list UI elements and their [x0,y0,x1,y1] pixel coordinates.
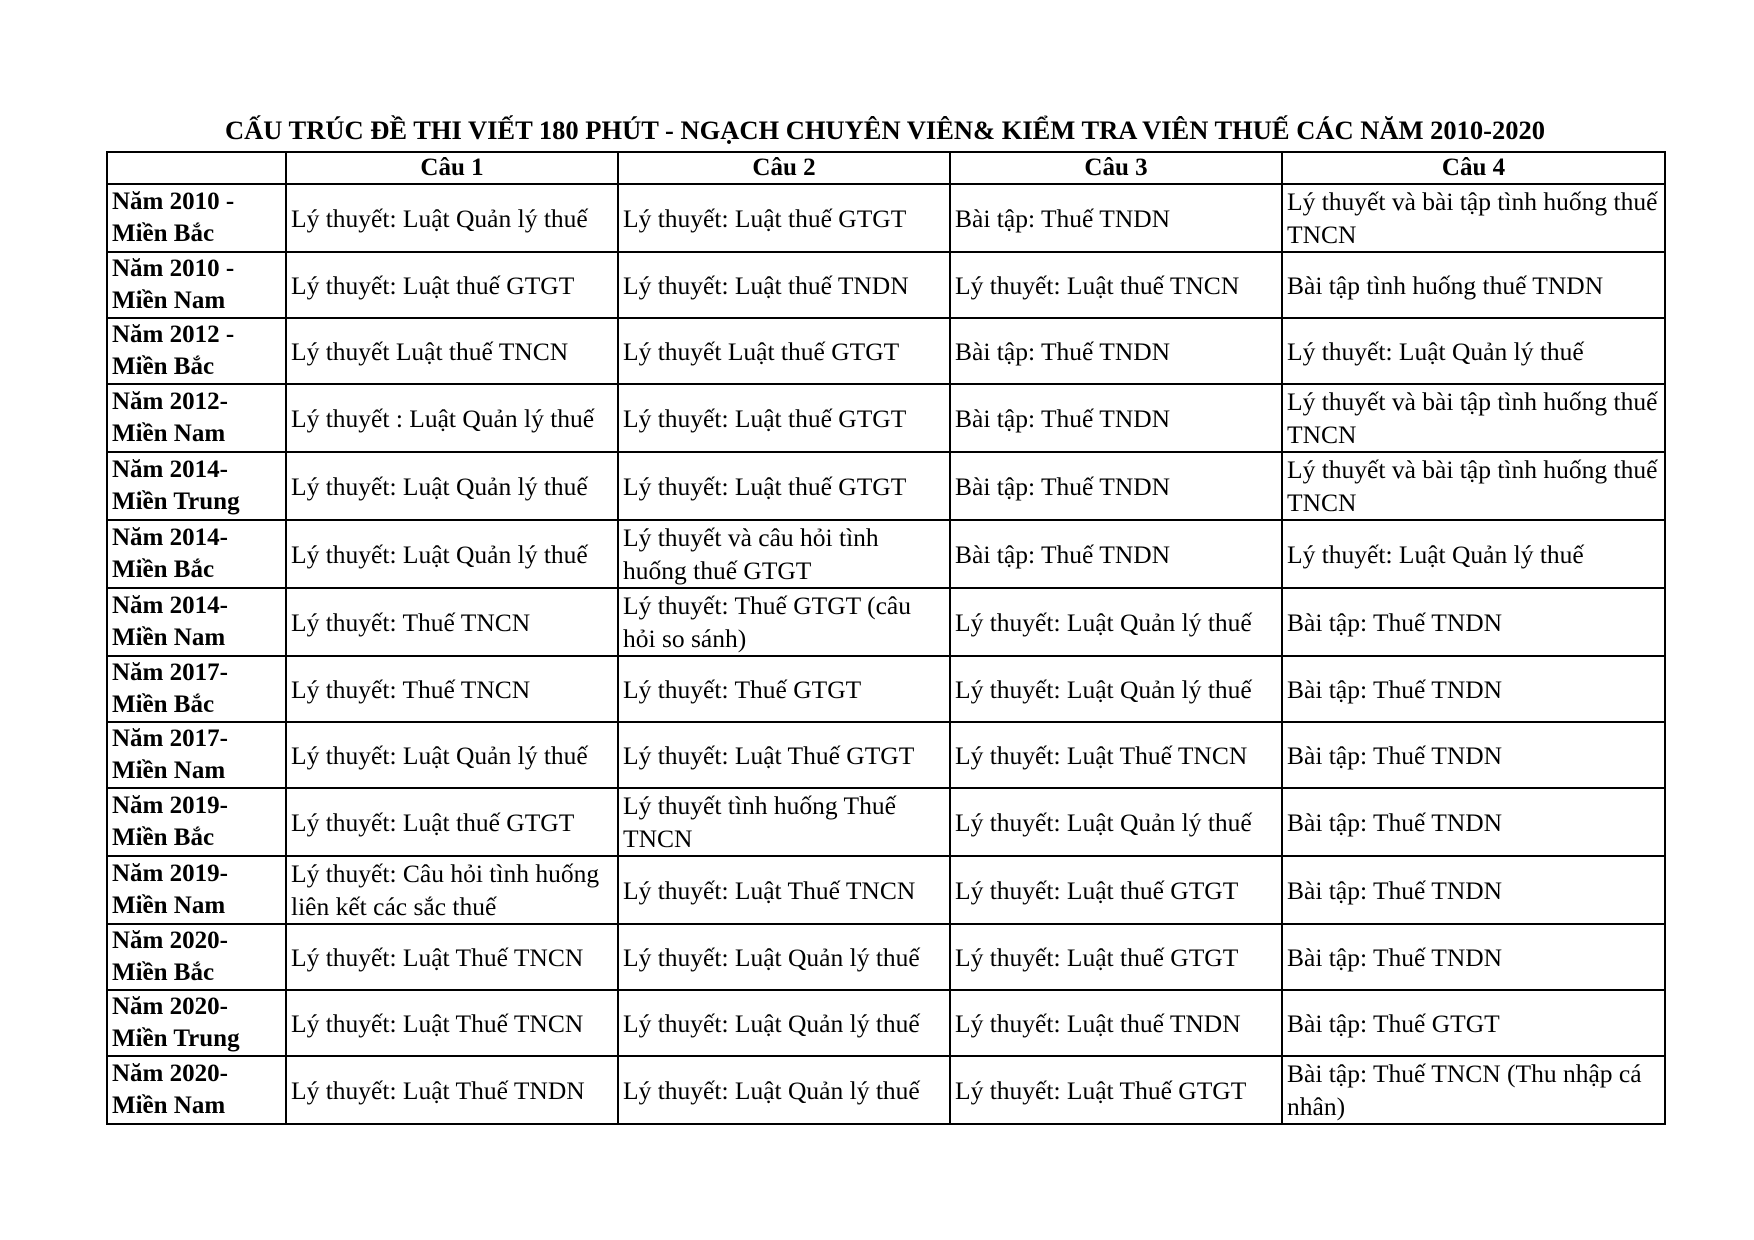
cell-cau-2 [618,856,950,924]
cell-cau-4 [1282,588,1665,656]
cell-text: Lý thuyết: Luật Quản lý thuế [623,942,920,972]
header-row [107,152,1665,184]
cell-text: Bài tập: Thuế TNDN [955,336,1171,366]
cell-cau-4 [1282,184,1665,252]
table-row [107,656,1665,722]
cell-cau-4 [1282,520,1665,588]
row-label-year: Năm 2010 - [112,188,235,215]
cell-cau-4 [1282,318,1665,384]
cell-text: Lý thuyết và câu hỏi tình huống thuế GTGT [623,523,879,585]
cell-cau-1 [286,452,618,520]
cell-text: Lý thuyết: Luật Quản lý thuế [291,471,588,501]
cell-cau-3 [950,520,1282,588]
cell-cau-1 [286,520,618,588]
cell-cau-2 [618,520,950,588]
cell-text: Lý thuyết: Luật Thuế TNCN [291,942,584,972]
cell-text: Lý thuyết: Luật Quản lý thuế [291,203,588,233]
header-cau-2: Câu 2 [618,152,950,184]
cell-cau-4 [1282,252,1665,318]
cell-cau-2 [618,1056,950,1124]
cell-cau-2 [618,452,950,520]
cell-text: Lý thuyết: Luật Thuế GTGT [955,1075,1247,1105]
row-label-region: Miền Trung [112,488,240,515]
cell-cau-3 [950,452,1282,520]
cell-cau-1 [286,990,618,1056]
row-label-region: Miền Bắc [112,220,215,247]
row-label-year: Năm 2020- [112,1060,228,1087]
header-cau-1: Câu 1 [286,152,618,184]
cell-cau-1 [286,184,618,252]
cell-text: Bài tập tình huống thuế TNDN [1287,270,1604,300]
row-label-year: Năm 2019- [112,792,228,819]
row-label-year: Năm 2020- [112,927,228,954]
cell-text: Lý thuyết tình huống Thuế TNCN [623,791,896,853]
cell-text: Bài tập: Thuế TNDN [1287,807,1503,837]
cell-text: Lý thuyết: Luật Thuế TNCN [291,1008,584,1038]
cell-text: Lý thuyết: Luật Thuế TNCN [955,740,1248,770]
cell-text: Lý thuyết: Luật thuế GTGT [623,403,907,433]
cell-text: Lý thuyết : Luật Quản lý thuế [291,403,595,433]
row-label-region: Miền Bắc [112,824,215,851]
cell-cau-1 [286,252,618,318]
row-label [107,924,286,990]
cell-cau-1 [286,318,618,384]
cell-cau-3 [950,788,1282,856]
row-label [107,252,286,318]
cell-text: Lý thuyết: Luật thuế GTGT [955,875,1239,905]
cell-cau-2 [618,722,950,788]
table-row [107,722,1665,788]
row-label-region: Miền Bắc [112,959,215,986]
cell-text: Lý thuyết: Luật Thuế GTGT [623,740,915,770]
exam-structure-table [106,151,1666,1125]
row-label [107,384,286,452]
cell-cau-1 [286,788,618,856]
cell-text: Lý thuyết: Luật Quản lý thuế [623,1075,920,1105]
table-row [107,1056,1665,1124]
cell-cau-1 [286,1056,618,1124]
cell-text: Lý thuyết: Thuế TNCN [291,674,531,704]
cell-text: Lý thuyết: Luật thuế GTGT [623,471,907,501]
cell-text: Bài tập: Thuế TNDN [1287,674,1503,704]
cell-cau-2 [618,588,950,656]
cell-text: Lý thuyết: Luật thuế TNDN [623,270,909,300]
cell-cau-2 [618,990,950,1056]
cell-text: Lý thuyết: Luật Quản lý thuế [623,1008,920,1038]
cell-text: Lý thuyết: Luật Quản lý thuế [291,740,588,770]
document-title: CẤU TRÚC ĐỀ THI VIẾT 180 PHÚT - NGẠCH CHUYÊN VIÊN& KIỂM TRA VIÊN THUẾ CÁC NĂM 2010-2020 [224,115,1546,145]
cell-cau-4 [1282,990,1665,1056]
cell-cau-3 [950,318,1282,384]
row-label-year: Năm 2019- [112,860,228,887]
cell-cau-4 [1282,856,1665,924]
cell-text: Lý thuyết: Câu hỏi tình huống liên kết các sắc thuế [291,859,600,921]
cell-text: Lý thuyết: Thuế GTGT (câu hỏi so sánh) [623,591,911,653]
cell-text: Lý thuyết Luật thuế TNCN [291,336,569,366]
row-label-region: Miền Bắc [112,353,215,380]
row-label [107,990,286,1056]
cell-text: Lý thuyết và bài tập tình huống thuế TNCN [1287,455,1658,517]
cell-cau-2 [618,924,950,990]
row-label-region: Miền Nam [112,757,226,784]
cell-text: Lý thuyết: Thuế TNCN [291,607,531,637]
table-row [107,856,1665,924]
cell-cau-3 [950,656,1282,722]
cell-text: Bài tập: Thuế TNDN [955,539,1171,569]
row-label [107,722,286,788]
cell-text: Lý thuyết: Luật Quản lý thuế [1287,336,1584,366]
cell-cau-3 [950,588,1282,656]
table-row [107,252,1665,318]
row-label [107,788,286,856]
cell-text: Lý thuyết: Luật Thuế TNDN [291,1075,585,1105]
cell-cau-3 [950,990,1282,1056]
cell-cau-3 [950,924,1282,990]
cell-cau-1 [286,856,618,924]
row-label-region: Miền Nam [112,1092,226,1119]
cell-cau-4 [1282,924,1665,990]
row-label-year: Năm 2017- [112,659,228,686]
cell-text: Lý thuyết: Luật Quản lý thuế [955,607,1252,637]
cell-text: Bài tập: Thuế GTGT [1287,1008,1500,1038]
cell-cau-4 [1282,1056,1665,1124]
header-cau-4: Câu 4 [1282,152,1665,184]
cell-text: Bài tập: Thuế TNDN [955,471,1171,501]
cell-text: Lý thuyết: Luật thuế GTGT [291,270,575,300]
row-label [107,520,286,588]
row-label [107,184,286,252]
table-row [107,520,1665,588]
cell-cau-1 [286,722,618,788]
cell-text: Lý thuyết: Luật Quản lý thuế [955,674,1252,704]
header-corner-cell [107,152,286,184]
row-label-region: Miền Nam [112,420,226,447]
cell-text: Lý thuyết: Luật Quản lý thuế [1287,539,1584,569]
table-body [107,184,1665,1124]
cell-text: Lý thuyết Luật thuế GTGT [623,336,900,366]
cell-cau-1 [286,656,618,722]
cell-text: Bài tập: Thuế TNCN (Thu nhập cá nhân) [1287,1059,1642,1121]
cell-text: Bài tập: Thuế TNDN [1287,740,1503,770]
row-label [107,318,286,384]
row-label [107,1056,286,1124]
table-row [107,990,1665,1056]
cell-cau-3 [950,252,1282,318]
cell-cau-2 [618,656,950,722]
cell-text: Lý thuyết: Luật thuế GTGT [623,203,907,233]
cell-cau-4 [1282,384,1665,452]
row-label-year: Năm 2014- [112,456,228,483]
cell-cau-3 [950,1056,1282,1124]
cell-cau-4 [1282,722,1665,788]
table-row [107,184,1665,252]
row-label-year: Năm 2012- [112,388,228,415]
cell-cau-2 [618,788,950,856]
row-label [107,656,286,722]
row-label-year: Năm 2020- [112,993,228,1020]
cell-cau-1 [286,588,618,656]
cell-cau-1 [286,384,618,452]
row-label-year: Năm 2012 - [112,321,235,348]
cell-text: Bài tập: Thuế TNDN [955,203,1171,233]
cell-cau-2 [618,384,950,452]
row-label-year: Năm 2014- [112,592,228,619]
table-row [107,788,1665,856]
cell-text: Bài tập: Thuế TNDN [1287,607,1503,637]
cell-text: Lý thuyết: Luật thuế GTGT [291,807,575,837]
cell-text: Lý thuyết: Luật thuế GTGT [955,942,1239,972]
row-label-region: Miền Nam [112,624,226,651]
cell-cau-4 [1282,788,1665,856]
row-label-year: Năm 2017- [112,725,228,752]
cell-text: Bài tập: Thuế TNDN [1287,942,1503,972]
table-row [107,318,1665,384]
row-label-year: Năm 2014- [112,524,228,551]
cell-cau-3 [950,184,1282,252]
row-label [107,856,286,924]
cell-text: Bài tập: Thuế TNDN [1287,875,1503,905]
table-row [107,588,1665,656]
cell-cau-3 [950,856,1282,924]
row-label [107,588,286,656]
cell-text: Lý thuyết: Luật thuế TNCN [955,270,1240,300]
cell-text: Lý thuyết: Luật Thuế TNCN [623,875,916,905]
cell-text: Lý thuyết: Luật Quản lý thuế [291,539,588,569]
cell-cau-2 [618,318,950,384]
cell-cau-4 [1282,452,1665,520]
cell-text: Bài tập: Thuế TNDN [955,403,1171,433]
cell-cau-3 [950,384,1282,452]
cell-text: Lý thuyết và bài tập tình huống thuế TNCN [1287,187,1658,249]
cell-text: Lý thuyết: Luật thuế TNDN [955,1008,1241,1038]
cell-cau-2 [618,184,950,252]
row-label-region: Miền Nam [112,287,226,314]
table-row [107,924,1665,990]
cell-cau-3 [950,722,1282,788]
cell-text: Lý thuyết: Luật Quản lý thuế [955,807,1252,837]
row-label-region: Miền Nam [112,892,226,919]
row-label [107,452,286,520]
table-row [107,452,1665,520]
row-label-year: Năm 2010 - [112,255,235,282]
table-row [107,384,1665,452]
cell-cau-1 [286,924,618,990]
cell-cau-4 [1282,656,1665,722]
row-label-region: Miền Bắc [112,691,215,718]
cell-text: Lý thuyết: Thuế GTGT [623,674,862,704]
cell-cau-2 [618,252,950,318]
row-label-region: Miền Trung [112,1025,240,1052]
cell-text: Lý thuyết và bài tập tình huống thuế TNCN [1287,387,1658,449]
row-label-region: Miền Bắc [112,556,215,583]
header-cau-3: Câu 3 [950,152,1282,184]
